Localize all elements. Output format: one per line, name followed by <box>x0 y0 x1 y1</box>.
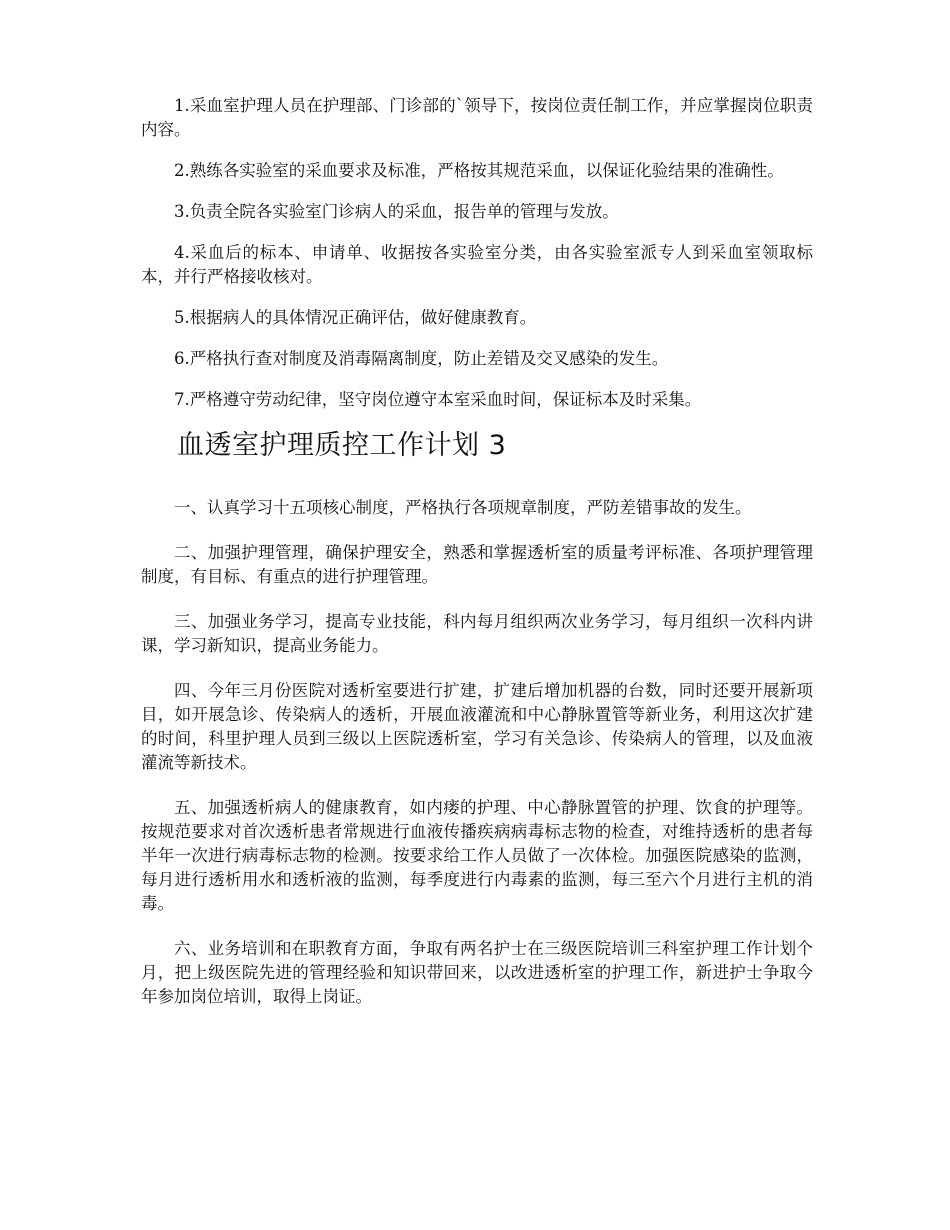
duty-item-2: 2.熟练各实验室的采血要求及标准，严格按其规范采血，以保证化验结果的准确性。 <box>174 161 784 180</box>
section-heading: 血透室护理质控工作计划 3 <box>177 430 507 461</box>
duty-item-1: 1.采血室护理人员在护理部、门诊部的`领导下，按岗位责任制工作，并应掌握岗位职责内容。 <box>141 96 813 139</box>
plan-item-6: 六、业务培训和在职教育方面，争取有两名护士在三级医院培训三科室护理工作计划个月，把上级医院先进的管理经验和知识带回来，以改进透析室的护理工作，新进护士争取今年参加岗位培训，取得上岗证。 <box>141 939 813 1006</box>
document-body <box>141 94 813 1030</box>
plan-item-4: 四、今年三月份医院对透析室要进行扩建，扩建后增加机器的台数，同时还要开展新项目，如开展急诊、传染病人的透析，开展血液灌流和中心静脉置管等新业务，利用这次扩建的时间，科里护理人员到三级以上医院透析室，学习有关急诊、传染病人的管理，以及血液灌流等新技术。 <box>141 681 813 772</box>
duty-item-7: 7.严格遵守劳动纪律，坚守岗位遵守本室采血时间，保证标本及时采集。 <box>174 390 702 409</box>
dialysis-plan-items <box>141 496 813 1009</box>
blood-collection-duties <box>141 94 813 412</box>
plan-item-5: 五、加强透析病人的健康教育，如内瘘的护理、中心静脉置管的护理、饮食的护理等。按规范要求对首次透析患者常规进行血液传播疾病病毒标志物的检查，对维持透析的患者每半年一次进行病毒标志物的检测。按要求给工作人员做了一次体检。加强医院感染的监测，每月进行透析用水和透析液的监测，每季度进行内毒素的监测，每三至六个月进行主机的消毒。 <box>141 798 813 913</box>
plan-item-1: 一、认真学习十五项核心制度，严格执行各项规章制度，严防差错事故的发生。 <box>174 498 752 517</box>
plan-item-3: 三、加强业务学习，提高专业技能，科内每月组织两次业务学习，每月组织一次科内讲课，学习新知识，提高业务能力。 <box>141 612 813 655</box>
duty-item-6: 6.严格执行查对制度及消毒隔离制度，防止差错及交叉感染的发生。 <box>174 349 669 368</box>
duty-item-3: 3.负责全院各实验室门诊病人的采血，报告单的管理与发放。 <box>174 202 619 221</box>
duty-item-4: 4.采血后的标本、申请单、收据按各实验室分类，由各实验室派专人到采血室领取标本，并行严格接收核对。 <box>141 243 813 286</box>
plan-item-2: 二、加强护理管理，确保护理安全，熟悉和掌握透析室的质量考评标准、各项护理管理制度，有目标、有重点的进行护理管理。 <box>141 543 813 586</box>
duty-item-5: 5.根据病人的具体情况正确评估，做好健康教育。 <box>174 308 537 327</box>
